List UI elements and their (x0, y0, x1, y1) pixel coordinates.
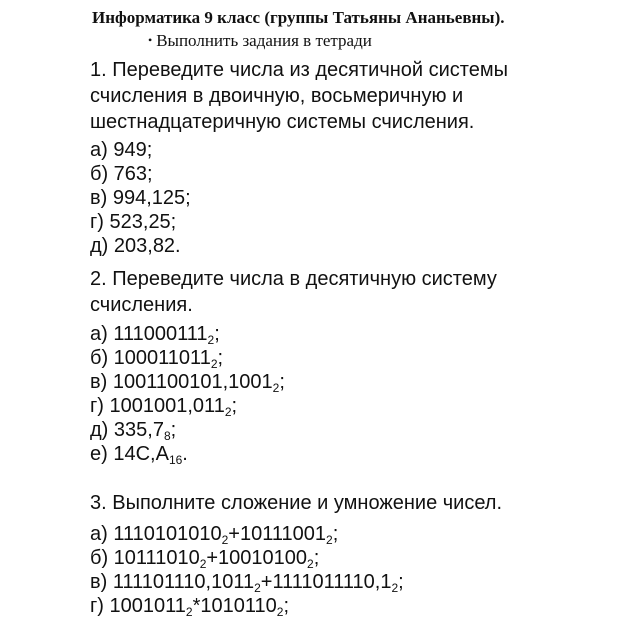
task-heading-line: 3. Выполните сложение и умножение чисел. (90, 492, 503, 514)
task-1-heading (90, 57, 508, 135)
task-heading-line: счисления. (90, 294, 193, 316)
task-heading-line: 1. Переведите числа из десятичной системы (90, 59, 508, 81)
task-2-heading (90, 266, 497, 318)
task-item: в) $111101110,1011_2+1111011110,1_2$; (90, 571, 404, 595)
task-heading-line: счисления в двоичную, восьмеричную и (90, 85, 464, 107)
task-heading-line: шестнадцатеричную системы счисления. (90, 111, 475, 133)
task-item: а) $1110101010_2+10111001_2$; (90, 523, 339, 547)
task-item: в) $1001100101,1001_2$; (90, 371, 285, 395)
task-item: б) $10111010_2+10010100_2$; (90, 547, 320, 571)
task-item: д) $335,7_8$; (90, 419, 177, 443)
task-2-items (90, 322, 285, 466)
task-3-items (90, 522, 404, 618)
task-1-items (90, 138, 191, 258)
task-item: г) $1001001,011_2$; (90, 395, 238, 419)
task-item: е) $14С,А_{16}$. (90, 443, 188, 467)
task-item: в) 994,125; (90, 187, 191, 209)
instruction-line (148, 31, 372, 51)
task-item: а) $111000111_2$; (90, 323, 220, 347)
task-item: г) $1001011_2*1010110_2$; (90, 595, 289, 619)
bullet-icon: • (148, 33, 153, 47)
document-title: Информатика 9 класс (группы Татьяны Ананьевны). (92, 8, 505, 27)
task-3-heading (90, 490, 502, 516)
task-heading-line: 2. Переведите числа в десятичную систему (90, 268, 497, 290)
task-item: б) $100011011_2$; (90, 347, 224, 371)
task-item: б) 763; (90, 163, 153, 185)
instruction-text: Выполнить задания в тетради (156, 31, 372, 50)
task-item: д) 203,82. (90, 235, 181, 257)
task-item: г) 523,25; (90, 211, 177, 233)
task-item: а) 949; (90, 139, 153, 161)
